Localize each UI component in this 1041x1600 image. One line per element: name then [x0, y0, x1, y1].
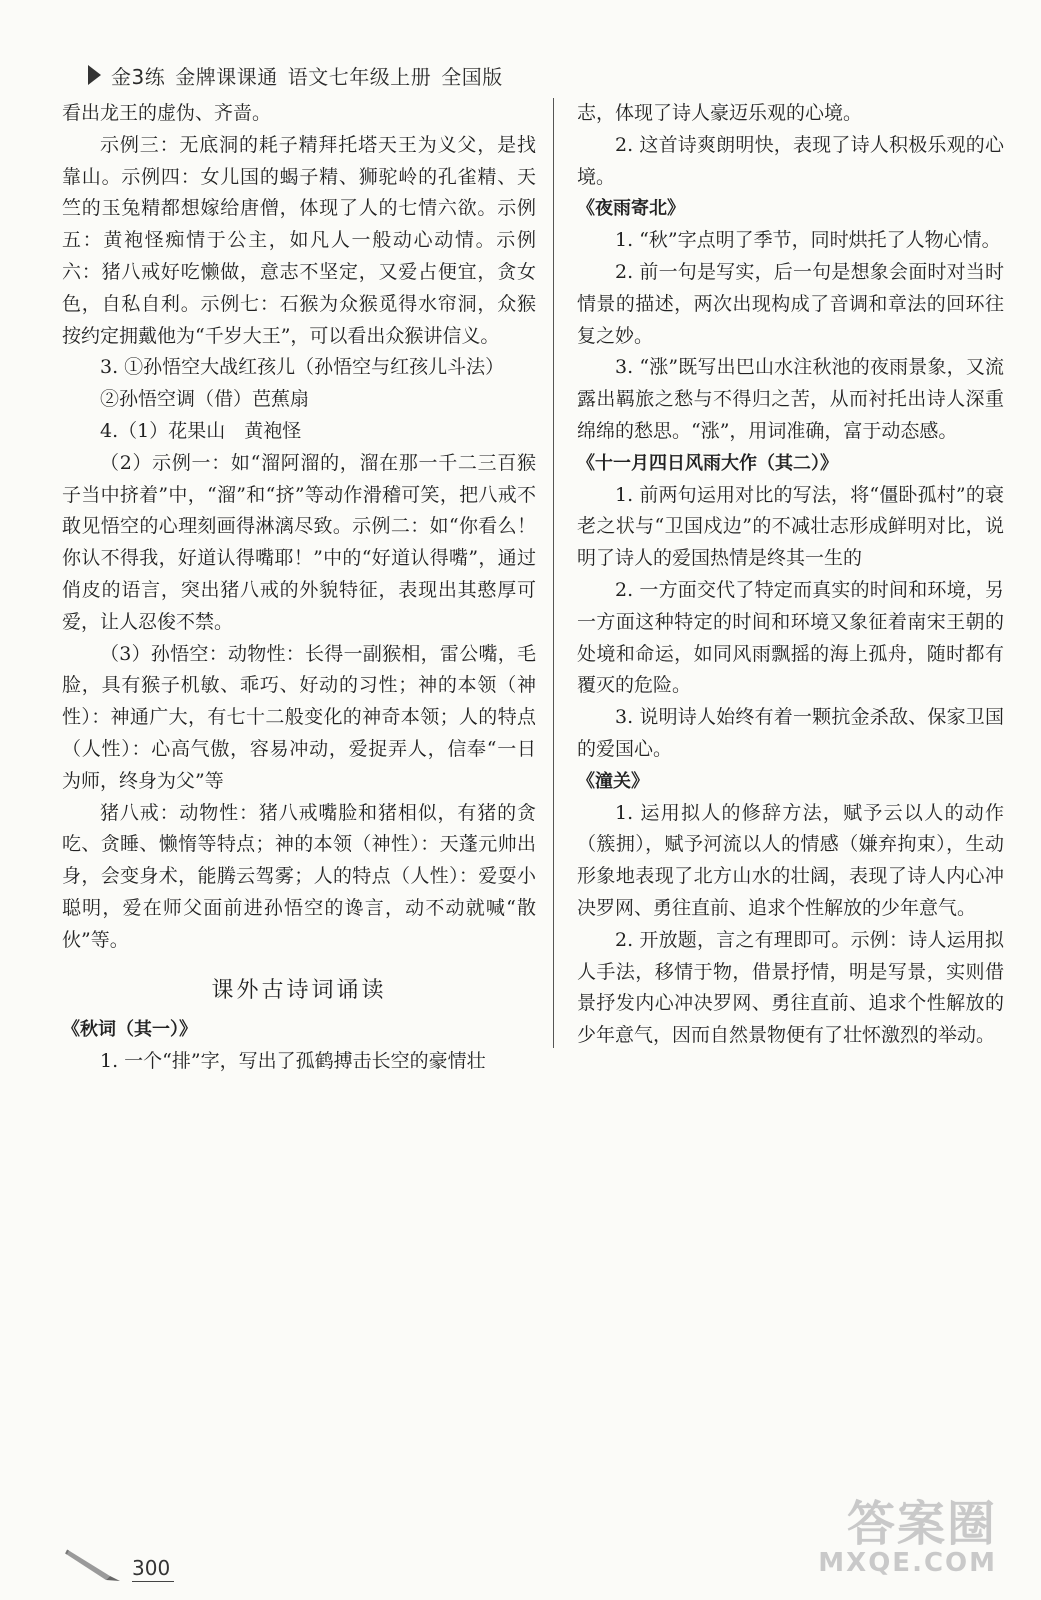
column-divider [553, 98, 554, 1048]
section-title: 课外古诗词诵读 [211, 977, 387, 1003]
answer-item: 3. “涨”既写出巴山水注秋池的夜雨景象，又流露出羁旅之愁与不得归之苦，从而衬托出诗人深重绵绵的愁思。“涨”，用词准确，富于动态感。 [577, 356, 1004, 442]
answer-item: ②孙悟空调（借）芭蕉扇 [100, 388, 310, 411]
paragraph: 猪八戒：动物性：猪八戒嘴脸和猪相似，有猪的贪吃、贪睡、懒惰等特点；神的本领（神性）：天蓬元帅出身，会变身术，能腾云驾雾；人的特点（人性）：爱耍小聪明，爱在师父面前进孙悟空的谗言，动不动就喊“散伙”等。 [62, 801, 536, 951]
header-edition: 全国版 [441, 64, 503, 89]
answer-item: 1. “秋”字点明了季节，同时烘托了人物心情。 [615, 229, 1001, 252]
poem-title: 《十一月四日风雨大作（其二）》 [577, 452, 838, 474]
answer-item: 1. 一个“排”字，写出了孤鹤搏击长空的豪情壮 [100, 1050, 486, 1073]
answer-item: 2. 一方面交代了特定而真实的时间和环境，另一方面这种特定的时间和环境又象征着南宋王朝的处境和命运，如同风雨飘摇的海上孤舟，随时都有覆灭的危险。 [577, 578, 1004, 697]
header-subject: 语文七年级上册 [287, 64, 432, 89]
left-column [62, 98, 536, 1078]
poem-title: 《秋词（其一）》 [62, 1019, 197, 1041]
paragraph: 示例三：无底洞的耗子精拜托塔天王为义父，是找靠山。示例四：女儿国的蝎子精、狮驼岭的孔雀精、天竺的玉兔精都想嫁给唐僧，体现了人的七情六欲。示例五：黄袍怪痴情于公主，如凡人一般动心动情。示例六：猪八戒好吃懒做，意志不坚定，又爱占便宜，贪女色，自私自利。示例七：石猴为众猴觅得水帘洞，众猴按约定拥戴他为“千岁大王”，可以看出众猴讲信义。 [62, 133, 536, 347]
paragraph: 看出龙王的虚伪、齐啬。 [62, 102, 272, 124]
header-title: 金牌课课通 [175, 64, 278, 89]
paragraph: （3）孙悟空：动物性：长得一副猴相，雷公嘴，毛脸，具有猴子机敏、乖巧、好动的习性；神的本领（神性）：神通广大，有七十二般变化的神奇本领；人的特点（人性）：心高气傲，容易冲动，爱捉弄人，信奉“一日为师，终身为父”等 [62, 642, 536, 792]
answer-item: 3. 说明诗人始终有着一颗抗金杀敌、保家卫国的爱国心。 [577, 706, 1004, 760]
answer-item: 2. 前一句是写实，后一句是想象会面时对当时情景的描述，两次出现构成了音调和章法的回环往复之妙。 [577, 260, 1004, 347]
pencil-icon [64, 1546, 124, 1582]
answer-item: 1. 前两句运用对比的写法，将“僵卧孤村”的衰老之状与“卫国戍边”的不减壮志形成鲜明对比，说明了诗人的爱国热情是终其一生的 [577, 483, 1004, 570]
answer-item: 2. 开放题，言之有理即可。示例：诗人运用拟人手法，移情于物，借景抒情，明是写景，实则借景抒发内心冲决罗网、勇往直前、追求个性解放的少年意气，因而自然景物便有了壮怀激烈的举动。 [577, 928, 1004, 1047]
header-series: 金3练 [111, 64, 166, 89]
watermark [818, 1496, 997, 1578]
answer-item: 2. 这首诗爽朗明快，表现了诗人积极乐观的心境。 [577, 133, 1004, 188]
play-triangle-icon [88, 65, 101, 85]
paragraph: 志，体现了诗人豪迈乐观的心境。 [577, 102, 863, 124]
answer-item: 1. 运用拟人的修辞方法，赋予云以人的动作（簇拥），赋予河流以人的情感（嫌弃拘束），生动形象地表现了北方山水的壮阔，表现了诗人内心冲决罗网、勇往直前、追求个性解放的少年意气。 [577, 801, 1004, 919]
poem-title: 《夜雨寄北》 [577, 198, 685, 220]
watermark-url: MXQE.COM [818, 1548, 997, 1578]
answer-item: 4.（1）花果山 黄袍怪 [100, 419, 302, 442]
watermark-logo: 答案圈 [846, 1496, 997, 1552]
right-column [577, 98, 1004, 1052]
page-footer [64, 1546, 174, 1582]
running-header [88, 60, 503, 90]
page-number: 300 [132, 1556, 174, 1582]
answer-item: 3. ①孙悟空大战红孩儿（孙悟空与红孩儿斗法） [100, 356, 505, 379]
poem-title: 《潼关》 [577, 770, 649, 792]
paragraph: （2）示例一：如“溜阿溜的，溜在那一千二三百猴子当中挤着”中，“溜”和“挤”等动作滑稽可笑，把八戒不敢见悟空的心理刻画得淋漓尽致。示例二：如“你看么！你认不得我，好道认得嘴耶！”中的“好道认得嘴”，通过俏皮的语言，突出猪八戒的外貌特征，表现出其憨厚可爱，让人忍俊不禁。 [62, 451, 536, 633]
